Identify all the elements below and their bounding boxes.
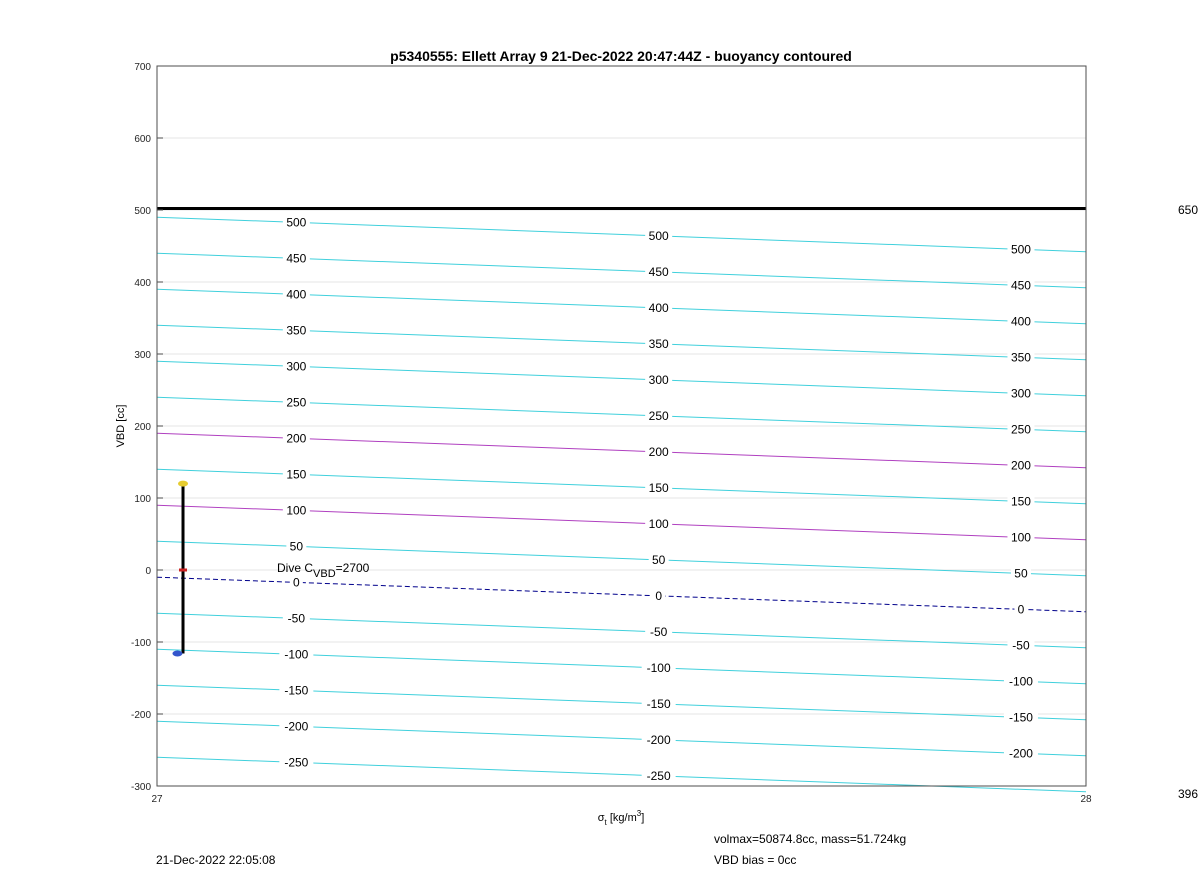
contour-label: 500 — [1010, 242, 1031, 257]
y-tick-label: 500 — [134, 206, 151, 217]
plot-timestamp: 21-Dec-2022 22:05:08 — [156, 853, 276, 867]
contour-label: -150 — [1008, 710, 1033, 725]
contour-label: -150 — [646, 696, 671, 711]
contour-label: -200 — [284, 719, 309, 734]
contour-label: 500 — [286, 215, 307, 230]
contour-label: 500 — [648, 228, 669, 243]
contour-label: 200 — [286, 431, 307, 446]
dive-marker — [172, 651, 182, 657]
contour-label: 250 — [648, 408, 669, 423]
y-tick-label: 600 — [134, 134, 151, 145]
contour-label: 100 — [286, 503, 307, 518]
dive-cvbd-suffix: =2700 — [335, 561, 370, 575]
y-tick-label: -200 — [130, 710, 151, 721]
y-tick-label: -100 — [130, 638, 151, 649]
x-axis-label-sub: t — [604, 818, 607, 827]
axis-layer — [131, 62, 1092, 805]
contour-label: 450 — [1010, 278, 1031, 293]
dive-marker — [178, 481, 188, 487]
y-tick-label: 100 — [134, 494, 151, 505]
contour-label: -100 — [646, 660, 671, 675]
y-tick-label: 300 — [134, 350, 151, 361]
contour-label: 0 — [655, 588, 663, 603]
contour-label: 350 — [286, 323, 307, 338]
contour-layer — [157, 214, 1086, 791]
contour-label: 50 — [1014, 566, 1028, 581]
contour-label: -250 — [284, 755, 309, 770]
y-tick-label: -300 — [130, 782, 151, 793]
x-tick-label: 27 — [151, 794, 163, 805]
contour-label: -50 — [287, 611, 306, 626]
contour-label: 400 — [1010, 314, 1031, 329]
contour-label: 200 — [648, 444, 669, 459]
contour-label: 450 — [648, 264, 669, 279]
dive-cvbd-prefix: Dive C — [277, 561, 314, 575]
y-tick-label: 200 — [134, 422, 151, 433]
y-axis-label: VBD [cc] — [115, 404, 127, 448]
dive-marker — [179, 569, 187, 572]
contour-label: -50 — [649, 624, 668, 639]
contour-label: -200 — [646, 732, 671, 747]
x-tick-label: 28 — [1080, 794, 1092, 805]
contour-label: 300 — [286, 359, 307, 374]
contour-label: 400 — [648, 300, 669, 315]
contour-label: 150 — [1010, 494, 1031, 509]
x-axis-label-units-close: ] — [641, 812, 645, 824]
contour-label: 300 — [1010, 386, 1031, 401]
contour-label: 450 — [286, 251, 307, 266]
contour-label: -250 — [646, 768, 671, 783]
contour-label: -100 — [284, 647, 309, 662]
contour-label: 350 — [1010, 350, 1031, 365]
right-axis-top-label: 650 — [1178, 203, 1199, 217]
right-axis-bottom-label: 396 — [1178, 787, 1199, 801]
contour-label: 0 — [293, 575, 300, 590]
x-axis-label — [598, 809, 645, 827]
contour-label: 50 — [289, 539, 304, 554]
contour-label: 250 — [1010, 422, 1031, 437]
contour-label: -100 — [1008, 674, 1033, 689]
dive-cvbd-sub: VBD — [313, 568, 336, 580]
contour-label: -200 — [1008, 746, 1033, 761]
contour-label: 250 — [286, 395, 307, 410]
contour-label: 400 — [286, 287, 307, 302]
contour-label: 150 — [648, 480, 669, 495]
contour-label: 100 — [648, 516, 669, 531]
contour-label: 150 — [286, 467, 307, 482]
contour-label: 200 — [1010, 458, 1031, 473]
y-tick-label: 400 — [134, 278, 151, 289]
x-axis-label-symbol: σ — [597, 812, 605, 824]
contour-label: 0 — [1017, 602, 1025, 617]
contour-label: 50 — [651, 552, 666, 567]
y-tick-label: 0 — [145, 566, 151, 577]
chart-title: p5340555: Ellett Array 9 21-Dec-2022 20:47:44Z - buoyancy contoured — [390, 48, 852, 64]
vbd-bias-text: VBD bias = 0cc — [714, 853, 797, 867]
contour-label: 300 — [648, 372, 669, 387]
contour-label: 350 — [648, 336, 669, 351]
contour-label: 100 — [1010, 530, 1031, 545]
contour-label: -150 — [284, 683, 309, 698]
x-axis-label-units-sup: 3 — [636, 809, 642, 818]
contour-label: -50 — [1012, 638, 1030, 653]
volmax-mass-text: volmax=50874.8cc, mass=51.724kg — [714, 832, 907, 846]
y-tick-label: 700 — [134, 62, 151, 73]
x-axis-label-units: [kg/m — [606, 812, 637, 824]
